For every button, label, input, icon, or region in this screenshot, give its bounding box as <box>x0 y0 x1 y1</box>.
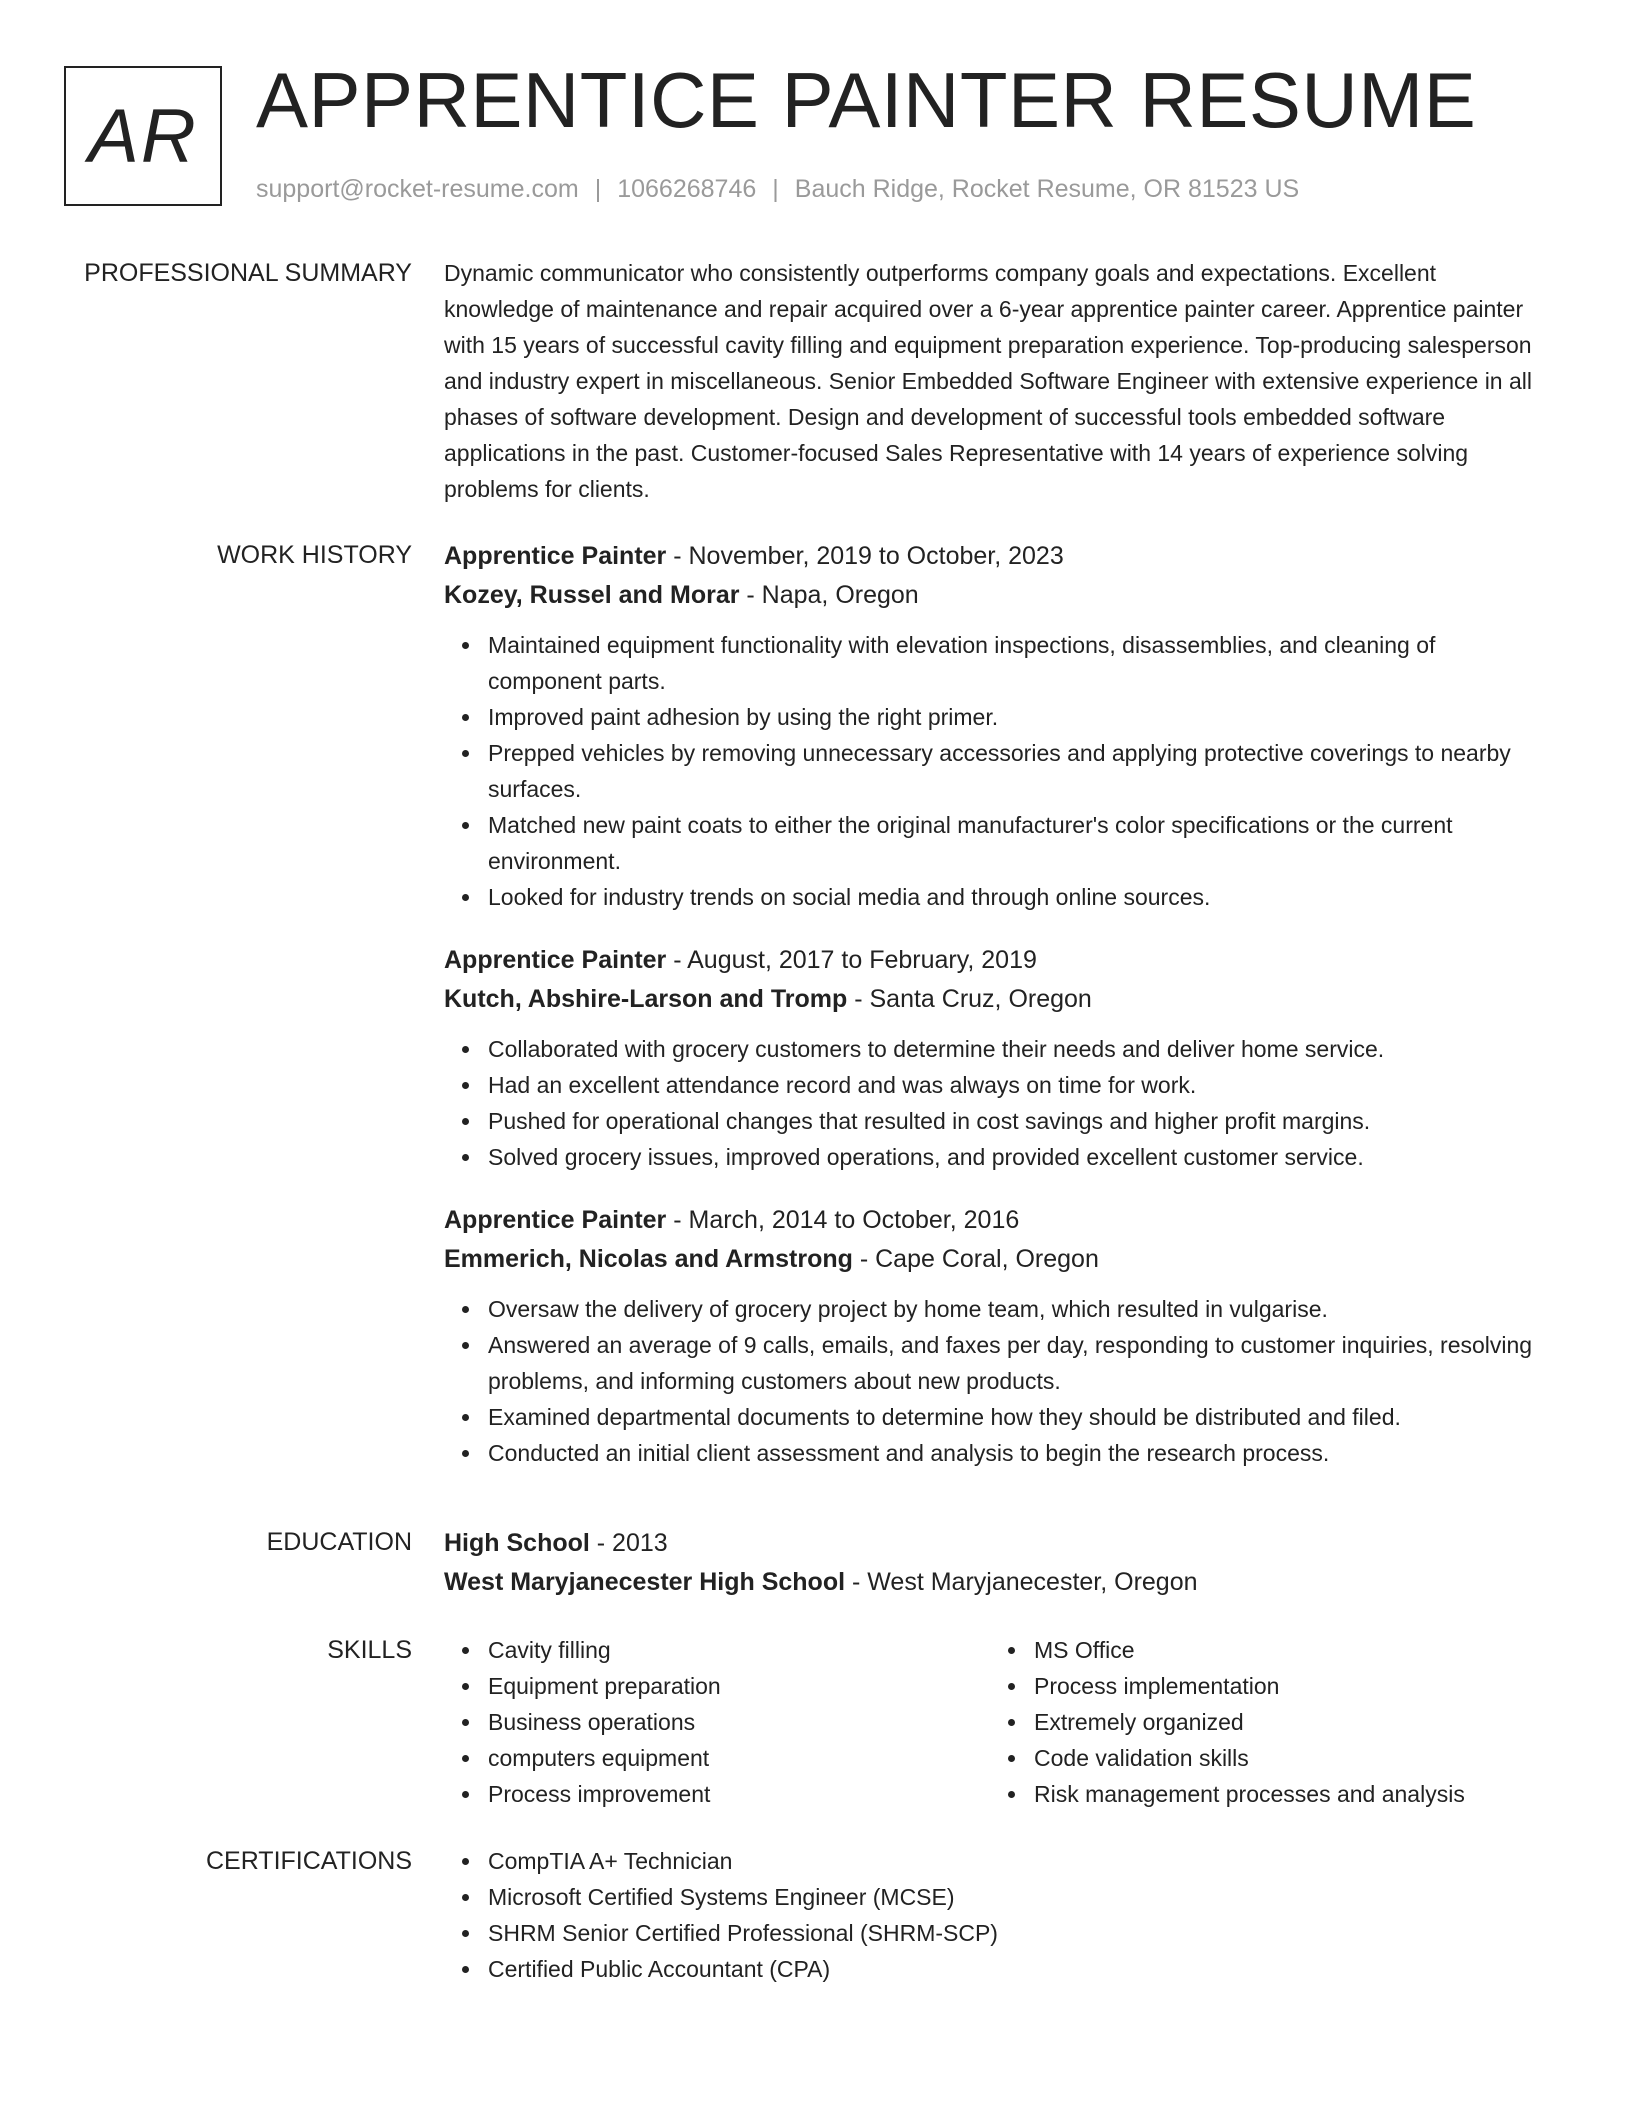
job-company: Emmerich, Nicolas and Armstrong <box>444 1245 853 1273</box>
job-dates: - November, 2019 to October, 2023 <box>666 542 1064 570</box>
job-location: - Napa, Oregon <box>739 581 919 609</box>
skill-item: Process implementation <box>1034 1668 1594 1704</box>
resume-title: APPRENTICE PAINTER RESUME <box>256 56 1477 144</box>
certification-item: SHRM Senior Certified Professional (SHRM-SCP) <box>488 1915 1544 1951</box>
summary-text: Dynamic communicator who consistently outperforms company goals and expectations. Excellent knowledge of maintenance and repair acquired over a 6-year apprentice painter career. Apprentice painter with 15 years of successful cavity filling and equipment preparation experience. Top-producing salesperson and industry expert in miscellaneous. Senior Embedded Software Engineer with extensive experience in all phases of software development. Design and development of successful tools embedded software applications in the past. Customer-focused Sales Representative with 14 years of experience solving problems for clients. <box>444 260 1532 502</box>
education-location: - West Maryjanecester, Oregon <box>845 1568 1198 1596</box>
education-school-line <box>444 1563 1544 1602</box>
job-company: Kutch, Abshire-Larson and Tromp <box>444 985 848 1013</box>
job-bullet: Matched new paint coats to either the original manufacturer's color specifications or the current environment. <box>488 807 1544 879</box>
job-title: Apprentice Painter <box>444 946 667 974</box>
job-bullet: Collaborated with grocery customers to determine their needs and deliver home service. <box>488 1031 1544 1067</box>
skill-item: Equipment preparation <box>488 1668 990 1704</box>
work-history-content <box>444 537 1544 1471</box>
job-bullet: Had an excellent attendance record and was always on time for work. <box>488 1067 1544 1103</box>
job-bullets <box>444 1031 1544 1175</box>
contact-separator: | <box>772 175 779 203</box>
education-content <box>444 1524 1544 1602</box>
job-bullet: Prepped vehicles by removing unnecessary accessories and applying protective coverings to nearby surfaces. <box>488 735 1544 807</box>
job-bullet: Maintained equipment functionality with elevation inspections, disassemblies, and cleaning of component parts. <box>488 627 1544 699</box>
initials-text: AR <box>88 93 198 179</box>
summary-content <box>444 255 1544 507</box>
job-bullet: Improved paint adhesion by using the right primer. <box>488 699 1544 735</box>
skill-item: computers equipment <box>488 1740 990 1776</box>
certification-item: Microsoft Certified Systems Engineer (MCSE) <box>488 1879 1544 1915</box>
skill-item: Risk management processes and analysis <box>1034 1776 1594 1812</box>
skill-item: Cavity filling <box>488 1632 990 1668</box>
job-company-line <box>444 980 1544 1019</box>
skills-list-right <box>990 1632 1594 1812</box>
contact-email: support@rocket-resume.com <box>256 175 579 203</box>
job-bullet: Pushed for operational changes that resulted in cost savings and higher profit margins. <box>488 1103 1544 1139</box>
job-company-line <box>444 1240 1544 1279</box>
job-entry <box>444 941 1544 1175</box>
education-degree-line <box>444 1524 1544 1563</box>
contact-address: Bauch Ridge, Rocket Resume, OR 81523 US <box>794 175 1300 203</box>
certification-item: CompTIA A+ Technician <box>488 1843 1544 1879</box>
certifications-content <box>444 1843 1544 1987</box>
certifications-list <box>444 1843 1544 1987</box>
initials-monogram <box>64 66 222 206</box>
education-degree: High School <box>444 1529 590 1557</box>
job-title-line <box>444 941 1544 980</box>
contact-separator: | <box>594 175 602 203</box>
section-label-certifications: CERTIFICATIONS <box>205 1847 412 1875</box>
skill-item: Code validation skills <box>1034 1740 1594 1776</box>
skills-list-left <box>444 1632 990 1812</box>
job-bullet: Examined departmental documents to determine how they should be distributed and filed. <box>488 1399 1544 1435</box>
job-entry <box>444 1201 1544 1471</box>
job-bullets <box>444 627 1544 915</box>
job-dates: - August, 2017 to February, 2019 <box>666 946 1037 974</box>
section-label-work-history: WORK HISTORY <box>217 541 412 569</box>
section-label-summary: PROFESSIONAL SUMMARY <box>84 259 412 287</box>
job-location: - Santa Cruz, Oregon <box>847 985 1092 1013</box>
section-label-skills: SKILLS <box>327 1636 412 1664</box>
contact-phone: 1066268746 <box>617 175 757 203</box>
job-dates: - March, 2014 to October, 2016 <box>666 1206 1020 1234</box>
job-bullet: Answered an average of 9 calls, emails, and faxes per day, responding to customer inquiries, resolving problems, and informing customers about new products. <box>488 1327 1544 1399</box>
skill-item: Extremely organized <box>1034 1704 1594 1740</box>
job-bullets <box>444 1291 1544 1471</box>
certification-item: Certified Public Accountant (CPA) <box>488 1951 1544 1987</box>
skill-item: Process improvement <box>488 1776 990 1812</box>
job-title-line <box>444 537 1544 576</box>
job-entry <box>444 537 1544 915</box>
education-year: - 2013 <box>589 1529 668 1557</box>
skill-item: Business operations <box>488 1704 990 1740</box>
job-company-line <box>444 576 1544 615</box>
job-location: - Cape Coral, Oregon <box>852 1245 1099 1273</box>
job-bullet: Conducted an initial client assessment and analysis to begin the research process. <box>488 1435 1544 1471</box>
job-bullet: Oversaw the delivery of grocery project by home team, which resulted in vulgarise. <box>488 1291 1544 1327</box>
job-bullet: Looked for industry trends on social media and through online sources. <box>488 879 1544 915</box>
job-bullet: Solved grocery issues, improved operations, and provided excellent customer service. <box>488 1139 1544 1175</box>
job-title: Apprentice Painter <box>444 542 667 570</box>
job-company: Kozey, Russel and Morar <box>444 581 740 609</box>
skills-content <box>444 1632 1544 1812</box>
job-title-line <box>444 1201 1544 1240</box>
job-title: Apprentice Painter <box>444 1206 667 1234</box>
skill-item: MS Office <box>1034 1632 1594 1668</box>
contact-line <box>256 173 1299 205</box>
education-school: West Maryjanecester High School <box>444 1568 846 1596</box>
section-label-education: EDUCATION <box>266 1528 412 1556</box>
